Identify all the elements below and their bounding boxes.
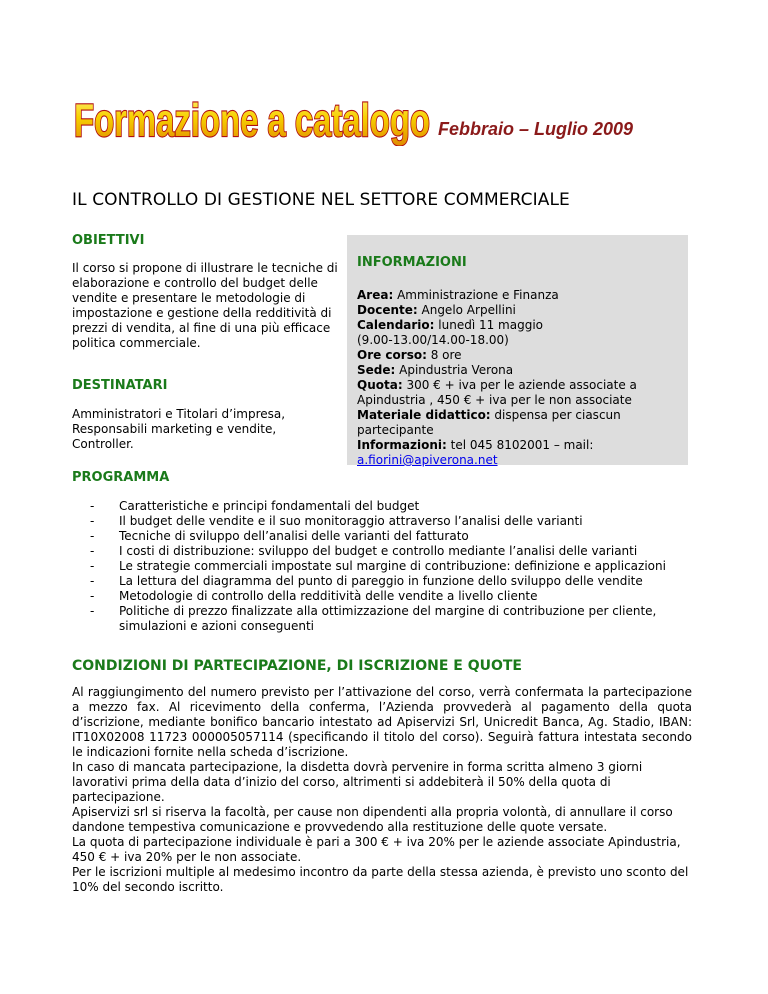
info-box	[347, 235, 688, 465]
info-calendario: Calendario: lunedì 11 maggio	[357, 318, 544, 332]
info-area: Area: Amministrazione e Finanza	[357, 288, 559, 302]
page-header	[72, 86, 692, 146]
condizioni-paragraph: In caso di mancata partecipazione, la disdetta dovrà pervenire in forma scritta almeno 3 giorni lavorativi prima della data d’inizio del corso, altrimenti si addebiterà il 50% della quota di partecipazione.	[72, 760, 643, 804]
condizioni-paragraph: Apiservizi srl si riserva la facoltà, per cause non dipendenti alla propria volontà, di annullare il corso dandone tempestiva comunicazione e provvedendo alla restituzione delle quote versate.	[72, 805, 673, 834]
info-materiale-cont: partecipante	[357, 423, 434, 437]
logo-text: Formazione a catalogo	[74, 94, 430, 146]
obiettivi-heading: OBIETTIVI	[72, 233, 145, 248]
info-sede: Sede: Apindustria Verona	[357, 363, 514, 377]
info-ore: Ore corso: 8 ore	[357, 348, 462, 362]
condizioni-paragraph: La quota di partecipazione individuale è pari a 300 € + iva 20% per le aziende associate Apindustria, 450 € + iva 20% per le non associate.	[72, 835, 681, 864]
list-item: - Tecniche di sviluppo dell’analisi delle varianti del fatturato	[90, 529, 469, 543]
condizioni-paragraph: Per le iscrizioni multiple al medesimo incontro da parte della stessa azienda, è previsto uno sconto del 10% del secondo iscritto.	[72, 865, 689, 894]
info-calendario-hours: (9.00-13.00/14.00-18.00)	[357, 333, 509, 347]
info-details	[357, 288, 682, 468]
list-item: - Le strategie commerciali impostate sul margine di contribuzione: definizione e applicazioni	[90, 559, 666, 573]
list-item: - Metodologie di controllo della redditività delle vendite a livello cliente	[90, 589, 538, 603]
condizioni-heading: CONDIZIONI DI PARTECIPAZIONE, DI ISCRIZIONE E QUOTE	[72, 658, 522, 674]
info-contatti: Informazioni: tel 045 8102001 – mail:	[357, 438, 594, 452]
period-label: Febbraio – Luglio 2009	[438, 119, 634, 139]
list-item: - I costi di distribuzione: sviluppo del budget e controllo mediante l’analisi delle varianti	[90, 544, 638, 558]
email-link[interactable]: a.fiorini@apiverona.net	[357, 453, 498, 467]
info-materiale: Materiale didattico: dispensa per ciascun	[357, 408, 621, 422]
list-item: - Politiche di prezzo finalizzate alla ottimizzazione del margine di contribuzione per cliente, simulazioni e azioni conseguenti	[90, 604, 657, 633]
info-quota-cont: Apindustria , 450 € + iva per le non associate	[357, 393, 632, 407]
condizioni-text	[72, 685, 692, 895]
list-item: - La lettura del diagramma del punto di pareggio in funzione dello sviluppo delle vendite	[90, 574, 643, 588]
obiettivi-text: Il corso si propone di illustrare le tecniche di elaborazione e controllo del budget delle vendite e presentare le metodologie di impostazione e gestione della redditività di prezzi di vendita, al fine di una più efficace politica commerciale.	[72, 261, 338, 350]
list-item: - Caratteristiche e principi fondamentali del budget	[90, 499, 420, 513]
destinatari-text: Amministratori e Titolari d’impresa, Responsabili marketing e vendite, Controller.	[72, 407, 286, 451]
info-quota: Quota: 300 € + iva per le aziende associate a	[357, 378, 637, 392]
info-docente: Docente: Angelo Arpellini	[357, 303, 516, 317]
course-title: IL CONTROLLO DI GESTIONE NEL SETTORE COMMERCIALE	[72, 190, 570, 210]
destinatari-heading: DESTINATARI	[72, 378, 168, 393]
programma-heading: PROGRAMMA	[72, 470, 170, 485]
list-item: - Il budget delle vendite e il suo monitoraggio attraverso l’analisi delle varianti	[90, 514, 583, 528]
condizioni-paragraph: Al raggiungimento del numero previsto per l’attivazione del corso, verrà confermata la partecipazione a mezzo fax. Al ricevimento della conferma, l’Azienda provvederà al pagamento della quota d’iscrizione, mediante bonifico bancario intestato ad Apiservizi Srl, Unicredit Banca, Ag. Stadio, IBAN: IT10X02008 11723 000005057114 (specificando il titolo del corso). Seguirà fattura intestata secondo le indicazioni fornite nella scheda d’iscrizione.	[72, 685, 692, 759]
info-email	[357, 453, 682, 468]
programma-list	[90, 499, 690, 634]
informazioni-heading: INFORMAZIONI	[357, 255, 467, 270]
